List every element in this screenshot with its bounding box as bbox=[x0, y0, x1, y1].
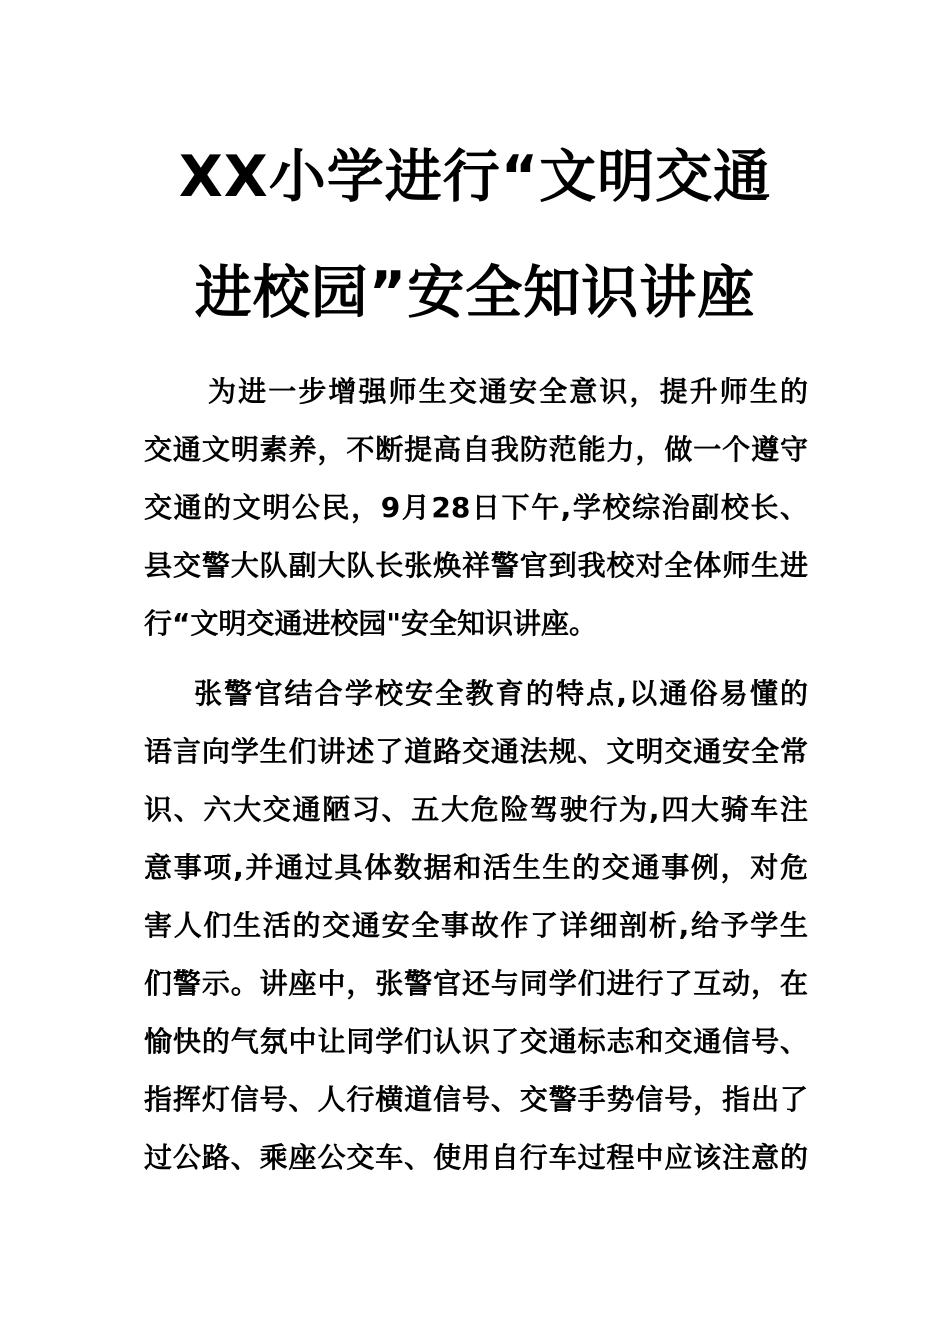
paragraph-line: 行“文明交通进校园"安全知识讲座。 bbox=[144, 607, 597, 640]
paragraph-line: 县交警大队副大队长张焕祥警官到我校对全体师生进 bbox=[144, 549, 808, 582]
paragraph-line: 张警官结合学校安全教育的特点,以通俗易懂的 bbox=[194, 677, 808, 710]
paragraph-line: 为进一步增强师生交通安全意识，提升师生的 bbox=[208, 375, 808, 408]
document-title-line-2: 进校园”安全知识讲座 bbox=[194, 260, 756, 326]
paragraph-line: 指挥灯信号、人行横道信号、交警手势信号，指出了 bbox=[144, 1083, 808, 1116]
paragraph-line: 愉快的气氛中让同学们认识了交通标志和交通信号、 bbox=[144, 1025, 808, 1058]
document-title-line-1: XX小学进行“文明交通 bbox=[178, 144, 772, 210]
paragraph-line: 交通文明素养，不断提高自我防范能力，做一个遵守 bbox=[144, 433, 808, 466]
paragraph-line: 们警示。讲座中，张警官还与同学们进行了互动，在 bbox=[144, 967, 808, 1000]
paragraph-line: 识、六大交通陋习、五大危险驾驶行为,四大骑车注 bbox=[144, 793, 808, 826]
paragraph-line: 交通的文明公民，9月28日下午,学校综治副校长、 bbox=[144, 491, 808, 524]
paragraph-line: 意事项,并通过具体数据和活生生的交通事例，对危 bbox=[144, 851, 808, 884]
paragraph-line: 过公路、乘座公交车、使用自行车过程中应该注意的 bbox=[144, 1141, 808, 1174]
paragraph-line: 语言向学生们讲述了道路交通法规、文明交通安全常 bbox=[144, 735, 808, 768]
paragraph-line: 害人们生活的交通安全事故作了详细剖析,给予学生 bbox=[144, 909, 808, 942]
